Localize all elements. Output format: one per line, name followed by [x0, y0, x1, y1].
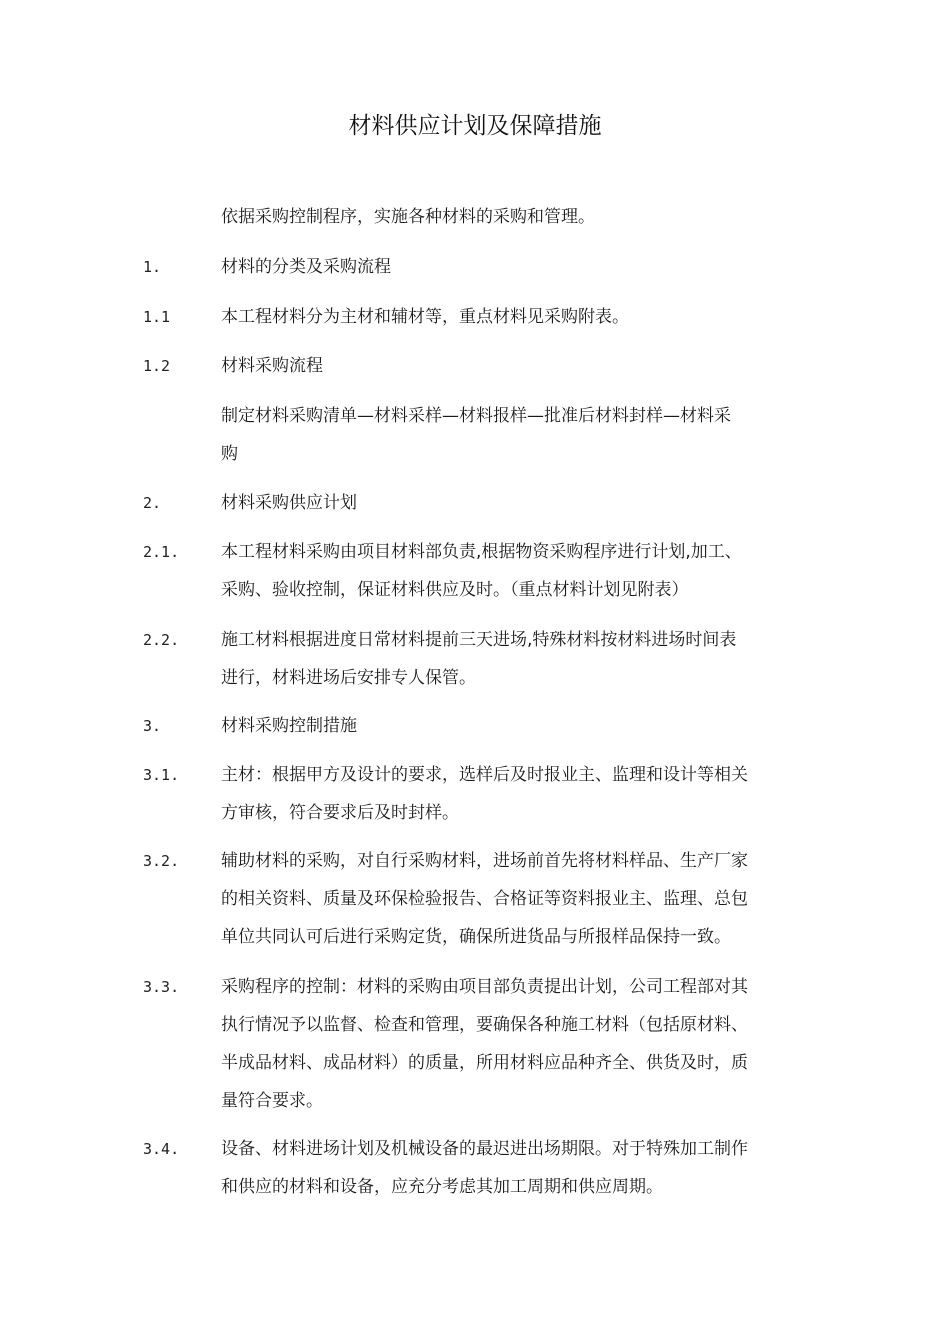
text-line: 进行，材料进场后安排专人保管。: [221, 668, 476, 688]
paragraph-text: [221, 298, 813, 336]
text-line: 本工程材料采购由项目材料部负责,根据物资采购程序进行计划,加工、: [221, 542, 742, 562]
section-heading: [221, 248, 813, 286]
section-heading: [221, 484, 813, 522]
paragraph-text: [221, 756, 813, 832]
text-line: 的相关资料、质量及环保检验报告、合格证等资料报业主、监理、总包: [221, 889, 748, 909]
text-line: 施工材料根据进度日常材料提前三天进场,特殊材料按材料进场时间表: [221, 630, 737, 650]
paragraph-text: [221, 842, 813, 956]
text-line: 单位共同认可后进行采购定货，确保所进货品与所报样品保持一致。: [221, 927, 731, 947]
section-number: 3.2.: [143, 852, 180, 870]
paragraph-text: [221, 968, 813, 1120]
document-title: 材料供应计划及保障措施: [348, 113, 602, 139]
section-heading: [221, 347, 813, 385]
text-line: 和供应的材料和设备，应充分考虑其加工周期和供应周期。: [221, 1177, 663, 1197]
paragraph-text: [221, 397, 813, 473]
text-line: 制定材料采购清单—材料采样—材料报样—批准后材料封样—材料采: [221, 406, 731, 426]
section-number: 1.2: [143, 357, 171, 375]
paragraph-text: [221, 533, 813, 609]
section-number: 3.4.: [143, 1140, 180, 1158]
text-line: 本工程材料分为主材和辅材等，重点材料见采购附表。: [221, 307, 629, 327]
text-line: 半成品材料、成品材料）的质量，所用材料应品种齐全、供货及时，质: [221, 1053, 748, 1073]
text-line: 量符合要求。: [221, 1091, 323, 1111]
text-line: 依据采购控制程序，实施各种材料的采购和管理。: [221, 207, 595, 227]
text-line: 材料采购供应计划: [221, 493, 357, 513]
text-line: 材料采购控制措施: [221, 716, 357, 736]
section-number: 1.: [143, 258, 162, 276]
section-number: 2.1.: [143, 543, 180, 561]
text-line: 购: [221, 444, 238, 464]
text-line: 材料采购流程: [221, 356, 323, 376]
text-line: 采购程序的控制：材料的采购由项目部负责提出计划，公司工程部对其: [221, 977, 748, 997]
text-line: 材料的分类及采购流程: [221, 257, 391, 277]
text-line: 执行情况予以监督、检查和管理，要确保各种施工材料（包括原材料、: [221, 1015, 748, 1035]
text-line: 采购、验收控制，保证材料供应及时。（重点材料计划见附表）: [221, 580, 689, 600]
section-heading: [221, 707, 813, 745]
paragraph-text: [221, 1130, 813, 1206]
section-number: 3.: [143, 717, 162, 735]
section-number: 2.2.: [143, 631, 180, 649]
paragraph-text: [221, 621, 813, 697]
text-line: 主材：根据甲方及设计的要求，选样后及时报业主、监理和设计等相关: [221, 765, 748, 785]
paragraph-text: [221, 198, 813, 236]
text-line: 辅助材料的采购，对自行采购材料，进场前首先将材料样品、生产厂家: [221, 851, 748, 871]
section-number: 1.1: [143, 308, 171, 326]
text-line: 设备、材料进场计划及机械设备的最迟进出场期限。对于特殊加工制作: [221, 1139, 748, 1159]
section-number: 3.1.: [143, 766, 180, 784]
section-number: 3.3.: [143, 978, 180, 996]
section-number: 2.: [143, 494, 162, 512]
text-line: 方审核，符合要求后及时封样。: [221, 803, 459, 823]
